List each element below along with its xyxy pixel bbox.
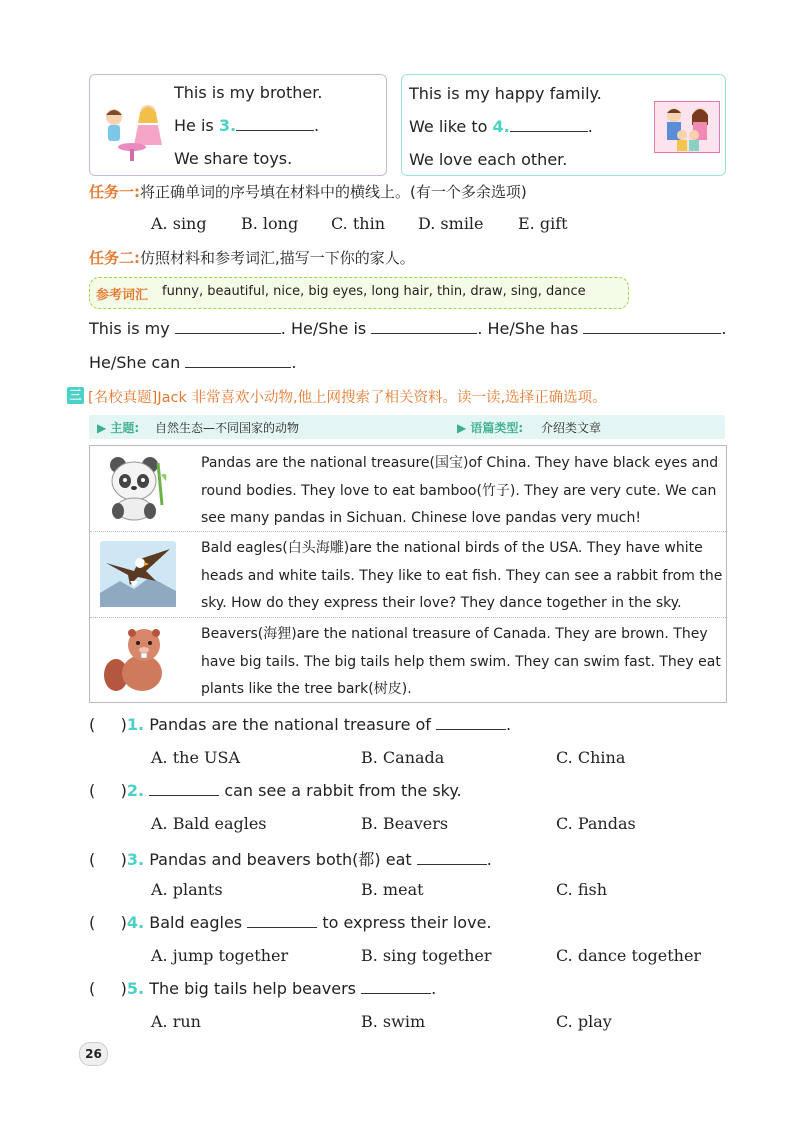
box2-line2-suffix: . [587, 117, 593, 136]
blank-number-3: 3. [218, 116, 237, 135]
blank-number-4: 4. [492, 117, 510, 136]
box2-line3: We love each other. [409, 150, 568, 169]
task1-option-e: E. gift [518, 214, 568, 233]
theme-strip [89, 415, 725, 439]
question-3 [89, 847, 492, 870]
passage-text: Bald eagles(白头海雕)are the national birds of the USA. They have white heads and white tails. They like to eat fish. They can see a rabbit from the sky. How do they express their love? They dance together in the sky. [201, 540, 723, 611]
writing-2b: . [291, 353, 297, 372]
box2-line2 [409, 117, 593, 136]
task2-instruction: 仿照材料和参考词汇,描写一下你的家人。 [140, 249, 415, 267]
task1-option-c: C. thin [331, 214, 385, 233]
q4-option-b: B. sing together [361, 946, 492, 965]
question-number: 2. [126, 781, 145, 800]
question-number: 1. [126, 715, 145, 734]
writing-blank-2[interactable] [371, 319, 477, 334]
task1-option-d: D. smile [418, 214, 484, 233]
question-stem-end: can see a rabbit from the sky. [224, 781, 462, 800]
box1-line2 [174, 116, 319, 135]
question-stem-end: to express their love. [322, 913, 492, 932]
section-title: [名校真题]Jack 非常喜欢小动物,他上网搜索了相关资料。读一读,选择正确选项。 [88, 390, 607, 406]
question-number: 3. [126, 850, 145, 869]
answer-blank-4[interactable] [510, 117, 588, 132]
passage-row [90, 531, 726, 618]
q3-option-a: A. plants [151, 880, 223, 899]
box1-line3: We share toys. [174, 149, 293, 168]
vocab-words: funny, beautiful, nice, big eyes, long hair, thin, draw, sing, dance [162, 284, 586, 299]
writing-1b: . He/She is [280, 319, 367, 338]
task1-instruction: 将正确单词的序号填在材料中的横线上。(有一个多余选项) [140, 183, 527, 201]
writing-blank-1[interactable] [175, 319, 281, 334]
box2-line2-prefix: We like to [409, 117, 493, 136]
brother-card [89, 74, 387, 176]
question-stem: Pandas and beavers both(都) eat [149, 850, 412, 869]
q1-option-b: B. Canada [361, 748, 445, 767]
q5-option-c: C. play [556, 1012, 612, 1031]
vocab-tag: 参考词汇 [96, 288, 149, 303]
type-label: ▶ 语篇类型: [457, 421, 524, 435]
q1-option-c: C. China [556, 748, 626, 767]
writing-line-2 [89, 353, 296, 372]
q5-option-a: A. run [151, 1012, 201, 1031]
box2-line1: This is my happy family. [409, 84, 602, 103]
reference-vocabulary-box [89, 277, 629, 309]
question-2 [89, 781, 462, 800]
type-value: 介绍类文章 [541, 421, 602, 435]
answer-paren[interactable]: ( ) [89, 781, 127, 800]
q2-option-a: A. Bald eagles [151, 814, 267, 833]
beaver-icon [102, 625, 170, 695]
task1-option-a: A. sing [151, 214, 207, 233]
question-blank [149, 781, 219, 796]
eagle-icon [100, 541, 176, 607]
q3-option-b: B. meat [361, 880, 424, 899]
question-number: 5. [126, 979, 145, 998]
question-stem-end: . [486, 850, 492, 869]
writing-blank-3[interactable] [583, 319, 721, 334]
family-photo-illustration [654, 101, 720, 153]
writing-2a: He/She can [89, 353, 181, 372]
q3-option-c: C. fish [556, 880, 608, 899]
question-1 [89, 715, 511, 734]
answer-paren[interactable]: ( ) [89, 913, 127, 932]
question-stem: Pandas are the national treasure of [149, 715, 431, 734]
answer-blank-3[interactable] [236, 116, 314, 131]
passage-text: Beavers(海狸)are the national treasure of Canada. They are brown. They have big tails. The big tails help them swim. They can swim fast. They eat plants like the tree bark(树皮). [201, 626, 721, 697]
page-number: 26 [79, 1042, 108, 1066]
panda-icon [106, 455, 168, 521]
question-blank [247, 913, 317, 928]
question-stem-end: . [506, 715, 512, 734]
passage-row [90, 446, 726, 532]
writing-1d: . [721, 319, 727, 338]
q2-option-b: B. Beavers [361, 814, 449, 833]
family-card [401, 74, 726, 176]
question-blank [361, 979, 431, 994]
answer-paren[interactable]: ( ) [89, 715, 127, 734]
theme-label: ▶ 主题: [97, 421, 140, 435]
theme-label-text: 主题: [110, 421, 140, 435]
question-stem: Bald eagles [149, 913, 243, 932]
writing-1a: This is my [89, 319, 170, 338]
question-blank [417, 850, 487, 865]
answer-paren[interactable]: ( ) [89, 850, 127, 869]
question-blank [436, 715, 506, 730]
q4-option-c: C. dance together [556, 946, 702, 965]
passage-row [90, 617, 726, 702]
passages-table [89, 445, 727, 703]
section-marker: 三 [67, 387, 84, 404]
q4-option-a: A. jump together [151, 946, 289, 965]
theme-value: 自然生态—不同国家的动物 [155, 421, 300, 435]
writing-blank-4[interactable] [185, 353, 291, 368]
q1-option-a: A. the USA [151, 748, 241, 767]
box1-line2-suffix: . [314, 116, 320, 135]
task1-option-b: B. long [241, 214, 299, 233]
answer-paren[interactable]: ( ) [89, 979, 127, 998]
type-label-text: 语篇类型: [470, 421, 524, 435]
writing-1c: . He/She has [477, 319, 579, 338]
question-stem-end: . [431, 979, 437, 998]
task1-label: 任务一: [89, 183, 140, 201]
task2-label: 任务二: [89, 249, 140, 267]
question-number: 4. [126, 913, 145, 932]
question-5 [89, 979, 436, 998]
kids-sharing-toys-illustration [100, 103, 168, 163]
question-4 [89, 913, 492, 932]
box1-line1: This is my brother. [174, 83, 323, 102]
writing-line-1 [89, 319, 726, 338]
question-stem: The big tails help beavers [149, 979, 357, 998]
passage-text: Pandas are the national treasure(国宝)of China. They have black eyes and round bodies. They love to eat bamboo(竹子). They are very cute. We can see many pandas in Sichuan. Chinese love pandas very much! [201, 455, 719, 526]
task2-heading [89, 247, 415, 268]
q5-option-b: B. swim [361, 1012, 426, 1031]
q2-option-c: C. Pandas [556, 814, 636, 833]
task1-heading [89, 181, 527, 202]
box1-line2-prefix: He is [174, 116, 219, 135]
